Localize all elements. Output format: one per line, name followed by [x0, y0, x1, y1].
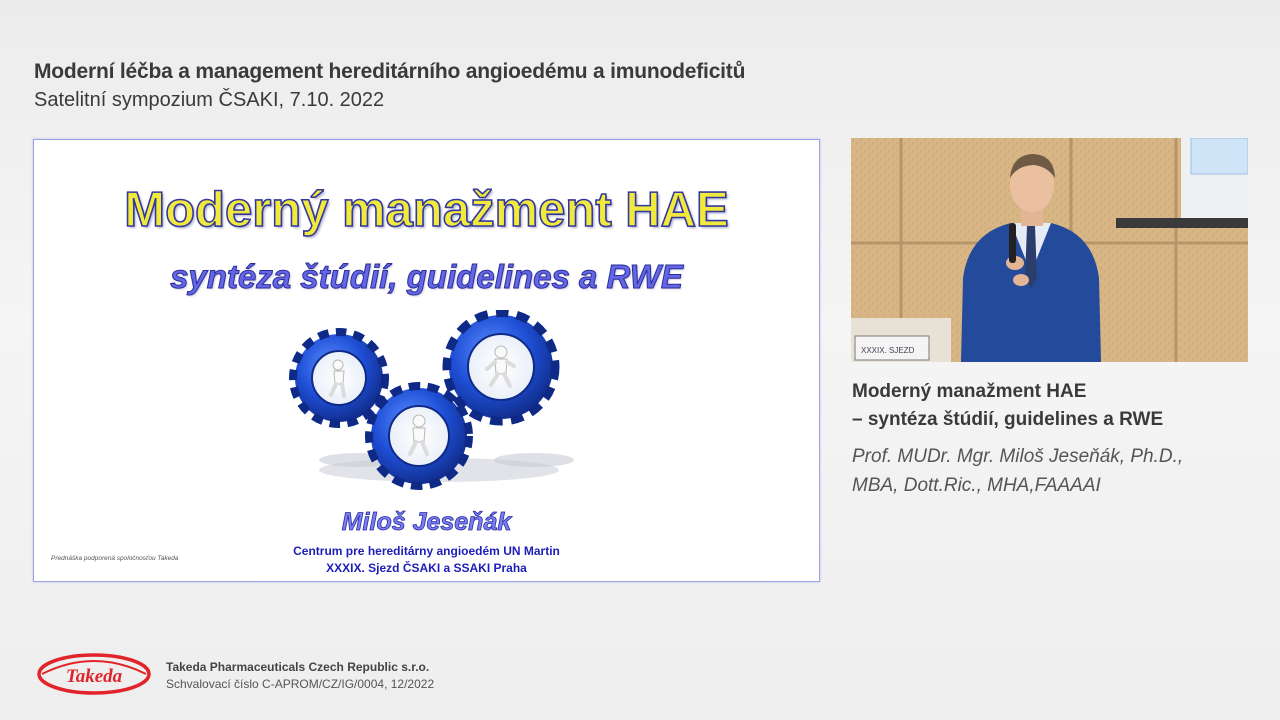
gear-right — [449, 315, 553, 419]
speaker-video[interactable] — [851, 138, 1248, 362]
event-subtitle: Satelitní sympozium ČSAKI, 7.10. 2022 — [34, 89, 385, 111]
video-screen-label: XXXIX. SJEZD — [861, 346, 915, 355]
page-header — [34, 60, 745, 112]
gears-illustration — [289, 310, 579, 500]
company-name: Takeda Pharmaceuticals Czech Republic s.r.o. — [166, 660, 430, 674]
approval-number: Schvalovací číslo C-APROM/CZ/IG/0004, 12/2022 — [166, 677, 435, 691]
talk-title — [852, 378, 1163, 434]
gear-left — [295, 334, 383, 422]
slide-author: Miloš Jeseňák — [341, 508, 512, 536]
speaker-line1: Prof. MUDr. Mgr. Miloš Jeseňák, Ph.D., — [852, 446, 1184, 467]
talk-title-line1: Moderný manažment HAE — [852, 381, 1087, 402]
slide-congress: XXXIX. Sjezd ČSAKI a SSAKI Praha — [326, 561, 527, 575]
logo-text: Takeda — [65, 666, 123, 687]
company-info — [166, 660, 434, 691]
gear-bottom — [371, 388, 467, 484]
slide-footnote: Prednáška podporená spoločnosťou Takeda — [51, 555, 179, 562]
speaker-video-frame — [851, 138, 1248, 362]
slide-title: Moderný manažment HAE — [124, 183, 729, 237]
slide-institution: Centrum pre hereditárny angioedém UN Martin — [293, 544, 560, 558]
presentation-slide — [33, 139, 820, 582]
speaker-name — [852, 442, 1183, 500]
speaker-line2: MBA, Dott.Ric., MHA,FAAAAI — [852, 475, 1101, 496]
event-title: Moderní léčba a management hereditárního angioedému a imunodeficitů — [34, 60, 746, 83]
talk-title-line2: – syntéza štúdií, guidelines a RWE — [852, 409, 1164, 430]
takeda-logo — [36, 652, 152, 696]
slide-subtitle: syntéza štúdií, guidelines a RWE — [170, 258, 683, 295]
